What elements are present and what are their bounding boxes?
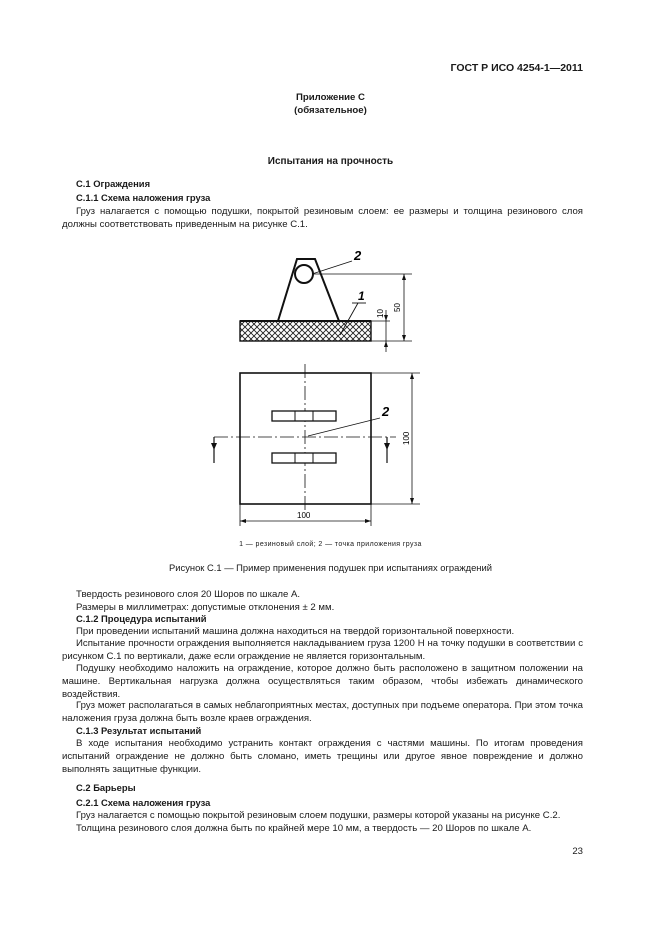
dim-50-label: 50 — [393, 303, 402, 312]
annex-subtitle: (обязательное) — [294, 105, 367, 116]
c12-p4: Груз может располагаться в самых неблагоприятных местах, доступных при подъеме оператора. При этом точка наложения груза должна быть возле краев ограждения. — [62, 700, 583, 724]
c21-p2: Толщина резинового слоя должна быть по крайней мере 10 мм, а твердость — 20 Шоров по шкале А. — [76, 823, 532, 834]
c13-p1: В ходе испытания необходимо устранить контакт ограждения с частями машины. По итогам проведения испытаний ограждение не должно быть сломано, иметь трещины или другое явное повреждение и должно выполнять защитные функции. — [62, 738, 583, 775]
c13-heading: С.1.3 Результат испытаний — [76, 725, 202, 736]
c21-heading: С.2.1 Схема наложения груза — [76, 797, 211, 808]
figure-c1-drawing — [200, 240, 430, 530]
load-point-circle — [295, 265, 313, 283]
tolerances-note: Размеры в миллиметрах: допустимые отклонения ± 2 мм. — [76, 602, 335, 613]
c12-p2: Испытание прочности ограждения выполняется накладыванием груза 1200 Н на точку подушки в соответствии с рисунком С.1 по вертикали, даже если ограждение не является горизонтальным. — [62, 638, 583, 662]
pad-top-view — [211, 364, 420, 526]
label-1: 1 — [358, 289, 365, 303]
c12-p3: Подушку необходимо наложить на ограждение, которое должно быть расположено в защитном положении на машине. Вертикальная нагрузка должна осуществляться таким образом, чтобы избежать динамического воздействия. — [62, 663, 583, 700]
c12-heading: С.1.2 Процедура испытаний — [76, 613, 207, 624]
pad-side-view — [240, 259, 412, 352]
label-2-bottom: 2 — [382, 404, 390, 419]
c11-text: Груз налагается с помощью подушки, покрытой резиновым слоем: ее размеры и толщина резинового слоя должны соответствовать приведенным на рисунке С.1. — [62, 206, 583, 230]
section-title: Испытания на прочность — [267, 156, 394, 167]
annex-title: Приложение С — [296, 92, 365, 103]
hardness-note: Твердость резинового слоя 20 Шоров по шкале А. — [76, 589, 301, 600]
c1-heading: С.1 Ограждения — [76, 178, 151, 189]
c12-p1: При проведении испытаний машина должна находиться на твердой горизонтальной поверхности. — [76, 626, 515, 637]
dim-100-vertical-label: 100 — [402, 431, 411, 445]
standard-header: ГОСТ Р ИСО 4254-1—2011 — [450, 62, 583, 74]
page-number: 23 — [572, 846, 583, 857]
figure-legend: 1 — резиновый слой; 2 — точка приложения груза — [239, 541, 422, 548]
label-2-top: 2 — [354, 248, 362, 263]
dim-10-label: 10 — [376, 309, 385, 318]
c2-heading: С.2 Барьеры — [76, 782, 136, 793]
c21-p1: Груз налагается с помощью покрытой резиновым слоем подушки, размеры которой указаны на рисунке С.2. — [76, 810, 561, 821]
c11-heading: С.1.1 Схема наложения груза — [76, 192, 211, 203]
figure-caption: Рисунок С.1 — Пример применения подушек при испытаниях ограждений — [169, 562, 492, 573]
dim-100-horizontal-label: 100 — [297, 511, 311, 520]
